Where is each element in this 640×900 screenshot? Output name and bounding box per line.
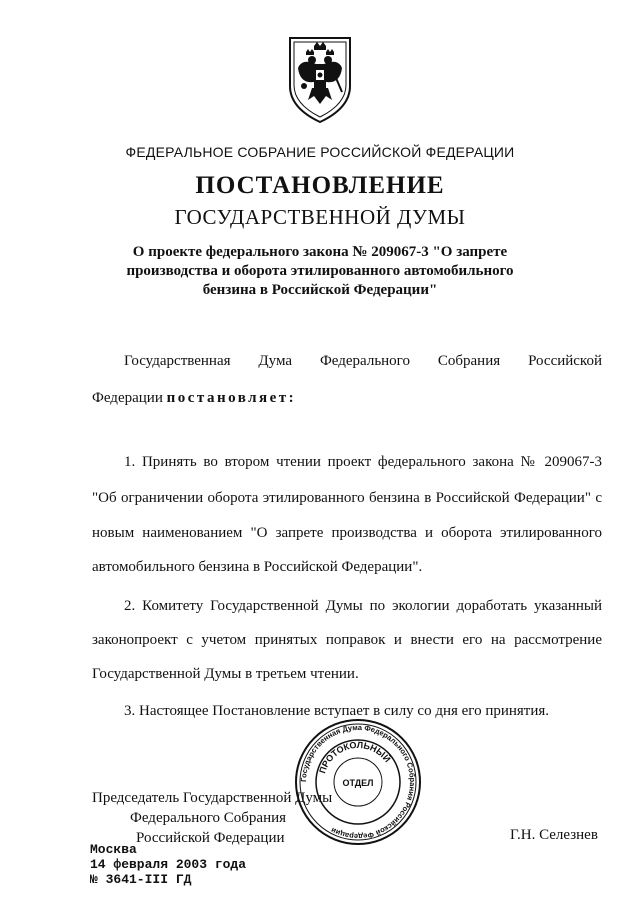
subject-line: О проекте федерального закона № 209067-3 "О запрете	[132, 244, 508, 260]
svg-text:ПРОТОКОЛЬНЫЙ	[317, 740, 393, 775]
intro-prefix: Федерации	[92, 390, 163, 406]
document-subtitle: ГОСУДАРСТВЕННОЙ ДУМЫ	[174, 205, 466, 229]
item1-line: автомобильного бензина в Российской Федерации".	[92, 559, 423, 575]
subject-line: производства и оборота этилированного автомобильного	[126, 263, 514, 279]
item1-line: "Об ограничении оборота этилированного бензина в Российской Федерации" с	[92, 490, 602, 506]
item2-line: законопроект с учетом принятых поправок и внести его на рассмотрение	[92, 632, 602, 648]
meta-city: Москва	[90, 842, 137, 857]
intro-emphasis: постановляет:	[166, 390, 297, 406]
signer-line: Председатель Государственной Думы	[92, 790, 333, 806]
stamp-ring-text: ПРОТОКОЛЬНЫЙ	[317, 739, 393, 775]
document-title: ПОСТАНОВЛЕНИЕ	[195, 172, 445, 199]
item3-line: 3. Настоящее Постановление вступает в силу со дня его принятия.	[124, 703, 550, 719]
meta-date: 14 февраля 2003 года	[90, 857, 247, 872]
organization-name: ФЕДЕРАЛЬНОЕ СОБРАНИЕ РОССИЙСКОЙ ФЕДЕРАЦИИ	[125, 144, 515, 160]
item2-line: Государственной Думы в третьем чтении.	[92, 666, 359, 682]
intro-line	[92, 388, 602, 408]
document-subject	[0, 243, 640, 300]
subject-line: бензина в Российской Федерации"	[202, 282, 438, 298]
signer-line: Федерального Собрания	[130, 810, 287, 826]
item1-line: новым наименованием "О запрете производства и оборота этилированного	[92, 525, 602, 541]
item2-line: 2. Комитету Государственной Думы по экологии доработать указанный	[124, 598, 602, 614]
item1-line: 1. Принять во втором чтении проект федерального закона № 209067-3	[124, 454, 602, 470]
signer-name: Г.Н. Селезнев	[510, 827, 598, 843]
meta-number: № 3641-III ГД	[90, 872, 192, 887]
signer-line: Российской Федерации	[136, 830, 285, 846]
coat-of-arms-icon	[286, 34, 354, 126]
document-meta	[90, 842, 246, 887]
signer-position	[92, 788, 332, 848]
stamp-outer-text: Государственная Дума Федерального Собрания Российской Федерации	[298, 722, 418, 842]
stamp-center-text: ОТДЕЛ	[342, 778, 374, 788]
intro-line: Государственная Дума Федерального Собрания Российской	[124, 353, 602, 369]
